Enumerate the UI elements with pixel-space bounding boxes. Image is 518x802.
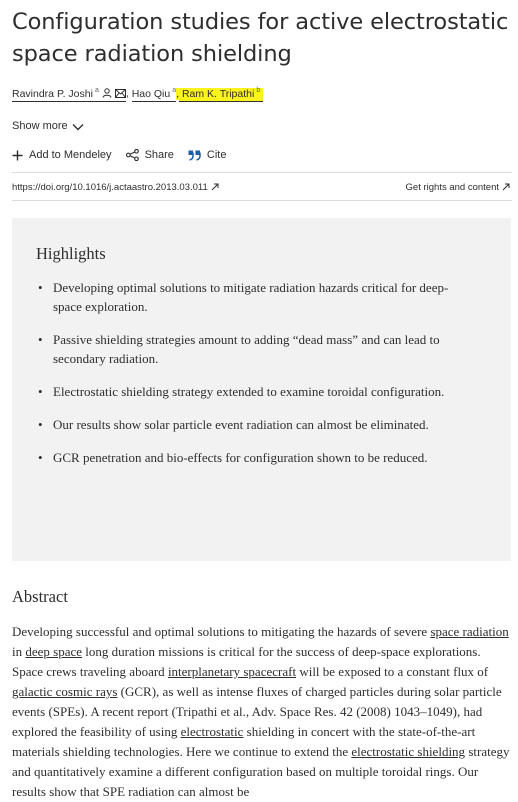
- affiliation-sup: a: [172, 87, 177, 94]
- author-separator: ,: [125, 87, 129, 100]
- highlight-item: • Passive shielding strategies amount to adding “dead mass” and can lead to secondary radiation.: [36, 330, 453, 368]
- highlight-item: • Electrostatic shielding strategy extended to examine toroidal configuration.: [36, 382, 453, 401]
- author-link-qiu[interactable]: [132, 88, 176, 102]
- share-button[interactable]: [126, 149, 174, 161]
- author-link-tripathi[interactable]: [179, 88, 263, 102]
- divider: [12, 200, 512, 201]
- abstract-text: [12, 622, 512, 802]
- topic-link-interplanetary-spacecraft[interactable]: interplanetary spacecraft: [167, 664, 297, 679]
- highlight-item: • Developing optimal solutions to mitigate radiation hazards critical for deep-space exploration.: [36, 278, 453, 316]
- topic-link-deep-space[interactable]: deep space: [25, 644, 83, 659]
- affiliation-sup: a: [94, 87, 99, 94]
- author-name: Hao Qiu: [131, 87, 171, 100]
- cite-label: Cite: [206, 149, 227, 161]
- quote-icon: [188, 150, 201, 161]
- share-icon: [126, 149, 139, 161]
- chevron-down-icon: [72, 123, 84, 131]
- article-actions: [12, 149, 226, 161]
- author-separator: ,: [176, 87, 180, 100]
- highlights-panel: [12, 218, 511, 561]
- add-to-mendeley-button[interactable]: [12, 149, 112, 161]
- mendeley-label: Add to Mendeley: [29, 149, 112, 161]
- article-title: Configuration studies for active electrostatic space radiation shielding: [12, 9, 509, 67]
- abstract-segment: Developing successful and optimal solutions to mitigating the hazards of severe: [12, 624, 431, 639]
- topic-link-electrostatic[interactable]: electrostatic: [180, 724, 244, 739]
- person-icon: [102, 88, 112, 98]
- envelope-icon: [115, 89, 126, 98]
- abstract-segment: in: [12, 644, 26, 659]
- abstract-segment: will be exposed to a constant flux of: [296, 664, 489, 679]
- author-link-joshi[interactable]: [12, 88, 126, 102]
- author-name: Ravindra P. Joshi: [12, 87, 93, 100]
- highlights-heading: Highlights: [36, 244, 106, 263]
- topic-link-galactic-cosmic-rays[interactable]: galactic cosmic rays: [12, 684, 118, 699]
- affiliation-sup: b: [256, 87, 261, 94]
- rights-text: Get rights and content: [405, 182, 499, 193]
- plus-icon: [12, 150, 23, 161]
- cite-button[interactable]: [188, 149, 227, 161]
- doi-text: https://doi.org/10.1016/j.actaastro.2013.03.011: [12, 182, 208, 193]
- abstract-segment: (GCR), as well as intense fluxes of charged particles during solar particle events (SPEs). A recent report (Tripathi et al., Adv. Space Res. 42 (2008) 1043–1049), had explored the feasibility of using: [12, 684, 502, 739]
- highlight-item: • GCR penetration and bio-effects for configuration shown to be reduced.: [36, 448, 453, 467]
- abstract-heading: Abstract: [12, 587, 68, 606]
- author-name: Ram K. Tripathi: [181, 87, 255, 100]
- share-label: Share: [144, 149, 174, 161]
- divider: [12, 172, 512, 173]
- abstract-segment: long duration missions is critical for the success of deep-space explorations. Space crews traveling aboard: [12, 644, 481, 679]
- show-more-button[interactable]: [12, 120, 84, 132]
- abstract-segment: strategy and quantitatively examine a different configuration based on multiple toroidal rings. Our results show that SPE radiation can almost be: [12, 744, 510, 799]
- highlight-item: • Our results show solar particle event radiation can almost be eliminated.: [36, 415, 453, 434]
- external-link-icon: [502, 183, 510, 191]
- author-list: [12, 87, 263, 100]
- topic-link-electrostatic-shielding[interactable]: electrostatic shielding: [351, 744, 466, 759]
- topic-link-space-radiation[interactable]: space radiation: [430, 624, 509, 639]
- get-rights-link[interactable]: [406, 182, 510, 193]
- doi-link[interactable]: [12, 182, 219, 193]
- highlights-list: [36, 278, 487, 467]
- abstract-segment: shielding in concert with the state-of-the-art materials shielding technologies. Here we continue to extend the: [12, 724, 476, 759]
- external-link-icon: [211, 183, 219, 191]
- show-more-label: Show more: [12, 120, 68, 132]
